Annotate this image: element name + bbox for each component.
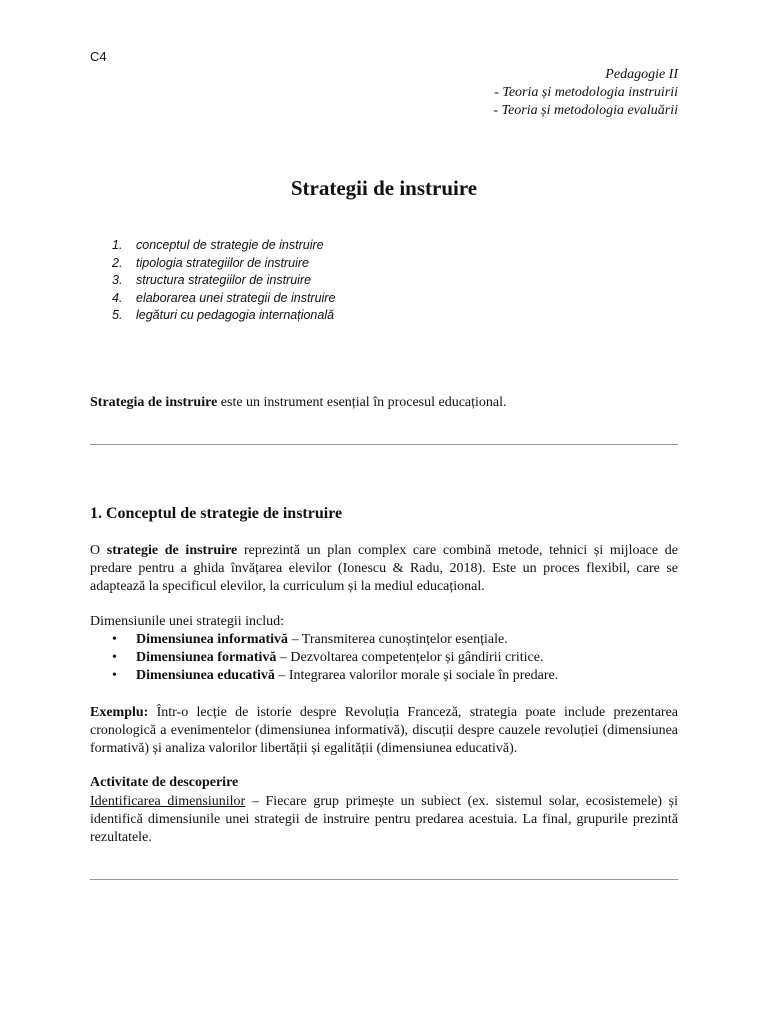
intro-bold: Strategia de instruire — [90, 395, 218, 410]
toc-item: 5. legături cu pedagogia internațională — [112, 308, 335, 322]
divider — [90, 444, 678, 445]
toc-item: 1. conceptul de strategie de instruire — [112, 238, 324, 252]
course-topic-1: - Teoria și metodologia instruirii — [494, 85, 678, 100]
course-name: Pedagogie II — [605, 67, 678, 82]
course-topic-2: - Teoria și metodologia evaluării — [493, 103, 678, 118]
list-item: • Dimensiunea formativă – Dezvoltarea competențelor și gândirii critice. — [112, 650, 544, 665]
bullet-icon: • — [112, 668, 117, 683]
example-paragraph: Exemplu: Într-o lecție de istorie despre Revoluția Franceză, strategia poate include prezentarea cronologică a evenimentelor (dimensiunea informativă), discuții despre cauzele revoluției (dimensiunea formativă) și analiza valorilor libertății și egalității (dimensiunea educativă). — [90, 705, 678, 756]
bullet-icon: • — [112, 650, 117, 665]
definition-paragraph: O strategie de instruire reprezintă un plan complex care combină metode, tehnici și mijloace de predare pentru a ghida învățarea elevilor (Ionescu & Radu, 2018). Este un proces flexibil, care se adaptează la specificul elevilor, la curriculum și la mediul educațional. — [90, 543, 678, 594]
list-item: • Dimensiunea educativă – Integrarea valorilor morale și sociale în predare. — [112, 668, 559, 683]
page-code: C4 — [90, 49, 107, 64]
divider — [90, 879, 678, 880]
dimensions-list — [112, 631, 558, 685]
toc-item: 4. elaborarea unei strategii de instruire — [112, 290, 336, 305]
activity-title: Activitate de descoperire — [90, 775, 239, 790]
list-item: • Dimensiunea informativă – Transmiterea cunoștințelor esențiale. — [112, 632, 508, 647]
intro-paragraph — [90, 395, 507, 411]
course-header — [493, 66, 678, 120]
intro-text: este un instrument esențial în procesul educațional. — [217, 395, 507, 410]
table-of-contents — [112, 237, 335, 325]
section-heading: 1. Conceptul de strategie de instruire — [90, 505, 343, 522]
activity-paragraph: Identificarea dimensiunilor – Fiecare grup primește un subiect (ex. sistemul solar, ecosistemele) și identifică dimensiunile unei strategii de instruire pentru predarea acestuia. La final, grupurile prezintă rezultatele. — [90, 794, 678, 845]
dimensions-intro: Dimensiunile unei strategii includ: — [90, 614, 285, 629]
toc-item: 3. structura strategiilor de instruire — [112, 273, 312, 287]
bullet-icon: • — [112, 632, 117, 647]
page-title: Strategii de instruire — [290, 176, 478, 200]
toc-item: 2. tipologia strategiilor de instruire — [112, 255, 310, 270]
